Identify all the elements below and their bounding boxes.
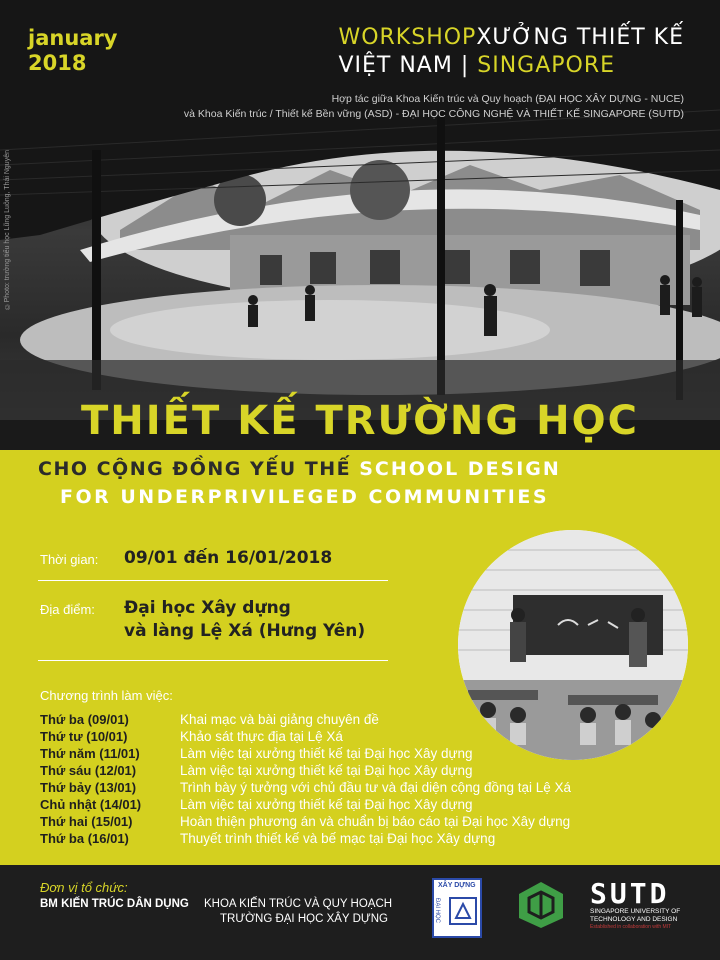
time-label: Thời gian: bbox=[40, 552, 99, 567]
divider-1 bbox=[38, 580, 388, 581]
date-block bbox=[28, 26, 118, 76]
divider-2 bbox=[38, 660, 388, 661]
sutd-tagline: Established in collaboration with MIT bbox=[590, 924, 672, 930]
asd-green-logo-icon bbox=[517, 880, 565, 930]
organizer-faculty: KHOA KIẾN TRÚC VÀ QUY HOẠCH bbox=[204, 898, 393, 910]
nuce-emblem-icon bbox=[448, 896, 478, 926]
schedule-row bbox=[40, 712, 680, 729]
sutd-logo bbox=[590, 877, 708, 930]
schedule-activity: Thuyết trình thiết kế và bế mạc tại Đại học Xây dựng bbox=[180, 831, 496, 846]
title-xuong: XƯỞNG THIẾT KẾ bbox=[476, 25, 684, 50]
schedule-activity: Khai mạc và bài giảng chuyên đề bbox=[180, 712, 379, 727]
schedule-row bbox=[40, 729, 680, 746]
schedule-activity: Làm việc tại xưởng thiết kế tại Đại học Xây dựng bbox=[180, 746, 473, 761]
schedule-row bbox=[40, 831, 680, 848]
organizer-department: BM KIẾN TRÚC DÂN DỤNG bbox=[40, 898, 189, 910]
place-value-2: và làng Lệ Xá (Hưng Yên) bbox=[124, 621, 366, 641]
schedule-activity: Hoàn thiện phương án và chuẩn bị báo cáo tại Đại học Xây dựng bbox=[180, 814, 571, 829]
schedule-day: Thứ bảy (13/01) bbox=[40, 780, 137, 795]
sutd-name-1: SINGAPORE UNIVERSITY OF bbox=[590, 908, 681, 915]
schedule-activity: Làm việc tại xưởng thiết kế tại Đại học Xây dựng bbox=[180, 763, 473, 778]
schedule-day: Thứ ba (09/01) bbox=[40, 712, 129, 727]
schedule-row bbox=[40, 746, 680, 763]
main-headline: THIẾT KẾ TRƯỜNG HỌC bbox=[81, 398, 639, 444]
workshop-title bbox=[338, 24, 684, 80]
school-courtyard-photo bbox=[0, 0, 720, 420]
place-label: Địa điểm: bbox=[40, 602, 95, 617]
title-separator: | bbox=[460, 53, 470, 78]
date-month: january bbox=[28, 26, 118, 50]
nuce-logo-text: XÂY DỰNG bbox=[438, 882, 476, 889]
organizer-label: Đơn vị tổ chức: bbox=[40, 880, 128, 895]
schedule-day: Thứ sáu (12/01) bbox=[40, 763, 137, 778]
schedule-day: Thứ ba (16/01) bbox=[40, 831, 129, 846]
subtitle-en-1: SCHOOL DESIGN bbox=[359, 458, 561, 480]
schedule-row bbox=[40, 780, 680, 797]
title-vietnam: VIỆT NAM bbox=[338, 53, 453, 78]
sutd-name-2: TECHNOLOGY AND DESIGN bbox=[590, 916, 678, 923]
sutd-mark: SUTD bbox=[590, 877, 670, 910]
place-value-1: Đại học Xây dựng bbox=[124, 598, 291, 618]
schedule-row bbox=[40, 814, 680, 831]
nuce-logo bbox=[432, 878, 482, 938]
date-year: 2018 bbox=[28, 51, 87, 75]
subtitle-vi: CHO CỘNG ĐỒNG YẾU THẾ bbox=[38, 458, 352, 480]
schedule-row bbox=[40, 763, 680, 780]
nuce-logo-side: ĐẠI HỌC bbox=[434, 898, 440, 924]
schedule-activity: Khảo sát thực địa tại Lệ Xá bbox=[180, 729, 343, 744]
time-value: 09/01 đến 16/01/2018 bbox=[124, 548, 333, 568]
organizer-university: TRƯỜNG ĐẠI HỌC XÂY DỰNG bbox=[220, 913, 388, 925]
photo-credit: ©Photo: trường tiểu học Lũng Luông, Thái Nguyên bbox=[4, 150, 11, 310]
title-workshop: WORKSHOP bbox=[338, 25, 477, 50]
schedule-activity: Làm việc tại xưởng thiết kế tại Đại học Xây dựng bbox=[180, 797, 473, 812]
schedule-day: Chủ nhật (14/01) bbox=[40, 797, 142, 812]
schedule-activity: Trình bày ý tưởng với chủ đầu tư và đại diện cộng đồng tại Lệ Xá bbox=[180, 780, 572, 795]
schedule-row bbox=[40, 797, 680, 814]
collab-line-1: Hợp tác giữa Khoa Kiến trúc và Quy hoạch (ĐẠI HỌC XÂY DỰNG - NUCE) bbox=[331, 93, 684, 105]
schedule-day: Thứ tư (10/01) bbox=[40, 729, 128, 744]
subtitle-line-1 bbox=[38, 458, 561, 480]
title-singapore: SINGAPORE bbox=[477, 53, 616, 78]
schedule-day: Thứ năm (11/01) bbox=[40, 746, 140, 761]
subtitle-en-2: FOR UNDERPRIVILEGED COMMUNITIES bbox=[60, 486, 550, 508]
collaboration-text bbox=[184, 92, 684, 122]
collab-line-2: và Khoa Kiến trúc / Thiết kế Bền vững (ASD) - ĐẠI HỌC CÔNG NGHỆ VÀ THIẾT KẾ SINGAPORE (SUTD) bbox=[183, 108, 684, 120]
schedule-day: Thứ hai (15/01) bbox=[40, 814, 133, 829]
program-heading: Chương trình làm việc: bbox=[40, 688, 173, 703]
